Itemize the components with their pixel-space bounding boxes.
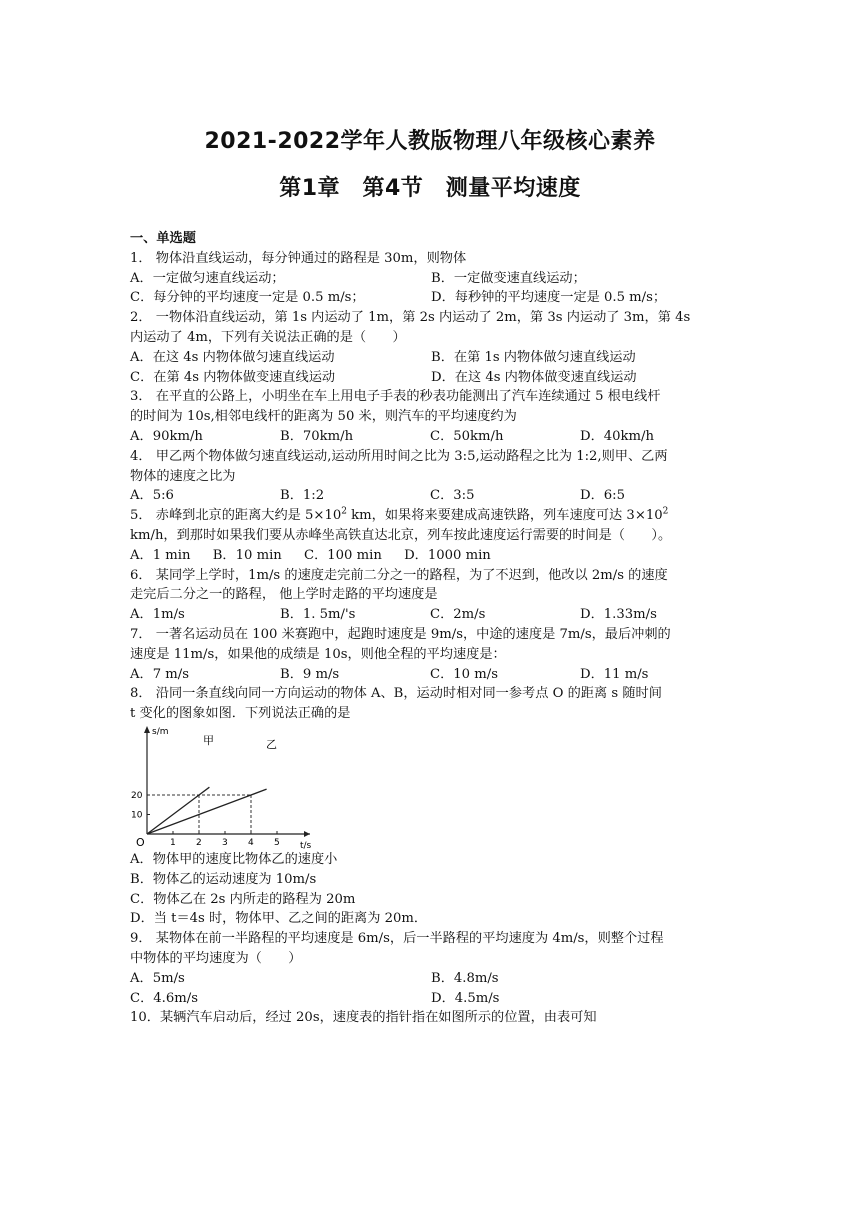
q5-exponent-2: 2 <box>662 506 669 517</box>
series-line-b <box>147 789 267 834</box>
q2-option-d: D．在这 4s 内物体做变速直线运动 <box>431 369 637 385</box>
q9-option-b: B．4.8m/s <box>431 970 499 986</box>
series-line-a <box>147 787 209 834</box>
q4-option-c: C．3:5 <box>430 488 475 504</box>
q3-option-d: D．40km/h <box>580 428 654 444</box>
q5-option-d: D．1000 min <box>404 547 491 563</box>
q7-stem-line2: 速度是 11m/s，如果他的成绩是 10s，则他全程的平均速度是： <box>130 646 506 662</box>
q3-option-b: B．70km/h <box>280 428 354 444</box>
q7-option-b: B．9 m/s <box>280 666 340 682</box>
q1-option-d: D．每秒钟的平均速度一定是 0.5 m/s； <box>431 290 667 306</box>
q10-stem: 10．某辆汽车启动后，经过 20s，速度表的指针指在如图所示的位置，由表可知 <box>130 1010 597 1026</box>
q8-option-a: A．物体甲的速度比物体乙的速度小 <box>130 851 338 867</box>
y-axis-label: s/m <box>152 726 169 737</box>
q8-option-d: D．当 t＝4s 时，物体甲、乙之间的距离为 20m． <box>130 911 428 927</box>
line-b-label: 乙 <box>266 737 277 751</box>
q7-stem-line1: 7． 一著名运动员在 100 米赛跑中，起跑时速度是 9m/s，中途的速度是 7m/s，最后冲刺的 <box>130 626 671 642</box>
origin-label: O <box>136 835 145 849</box>
q4-option-a: A．5:6 <box>130 488 174 504</box>
q8-stem-line2: t 变化的图象如图．下列说法正确的是 <box>130 706 351 722</box>
q5-options <box>130 546 732 566</box>
axis-ticks <box>131 791 280 848</box>
graph-series <box>147 787 267 834</box>
q1-options-row1 <box>130 269 732 289</box>
y-tick-label: 10 <box>131 810 143 821</box>
q5-stem-line2: km/h，到那时如果我们要从赤峰坐高铁直达北京，列车按此速度运行需要的时间是（ ）。 <box>130 527 672 543</box>
q5-stem-part2: km，如果将来要建成高速铁路，列车速度可达 3×10 <box>346 508 663 524</box>
q7-option-d: D．11 m/s <box>580 666 649 682</box>
q9-stem-line2: 中物体的平均速度为（ ） <box>130 950 302 966</box>
q4-stem-line2: 物体的速度之比为 <box>130 468 236 484</box>
q1-stem: 1． 物体沿直线运动，每分钟通过的路程是 30m，则物体 <box>130 250 467 266</box>
y-axis-arrow <box>144 726 150 733</box>
q6-option-b: B．1. 5m/'s <box>280 607 356 623</box>
q5-option-a: A．1 min <box>130 547 191 563</box>
x-tick-label: 2 <box>196 837 202 848</box>
q2-options-row2 <box>130 368 732 388</box>
q2-option-c: C．在第 4s 内物体做变速直线运动 <box>130 369 336 385</box>
x-axis-arrow <box>304 831 310 837</box>
q2-option-a: A．在这 4s 内物体做匀速直线运动 <box>130 349 335 365</box>
doc-subtitle: 第1章 第4节 测量平均速度 <box>279 176 581 201</box>
q1-option-a: A．一定做匀速直线运动； <box>130 270 285 286</box>
q2-stem-line1: 2． 一物体沿直线运动，第 1s 内运动了 1m，第 2s 内运动了 2m，第 3s 内运动了 3m，第 4s <box>130 310 691 326</box>
q5-option-b: B．10 min <box>212 547 282 563</box>
q9-option-d: D．4.5m/s <box>431 990 500 1006</box>
q1-options-row2 <box>130 288 732 308</box>
q3-options <box>130 427 732 447</box>
q3-option-a: A．90km/h <box>130 428 203 444</box>
st-graph-svg <box>130 724 320 850</box>
q4-options <box>130 486 732 506</box>
q6-stem-line1: 6． 某同学上学时，1m/s 的速度走完前二分之一的路程，为了不迟到，他改以 2m/s 的速度 <box>130 567 668 583</box>
q7-options <box>130 665 732 685</box>
x-tick-label: 3 <box>222 837 228 848</box>
q6-option-d: D．1.33m/s <box>580 607 657 623</box>
q9-stem-line1: 9． 某物体在前一半路程的平均速度是 6m/s，后一半路程的平均速度为 4m/s，则整个过程 <box>130 931 664 947</box>
x-tick-label: 1 <box>170 837 176 848</box>
q5-exponent-1: 2 <box>341 506 347 517</box>
q9-option-a: A．5m/s <box>130 970 185 986</box>
q6-option-a: A．1m/s <box>130 607 185 623</box>
q7-option-c: C．10 m/s <box>430 666 498 682</box>
x-tick-label: 4 <box>248 837 254 848</box>
section-heading: 一、单选题 <box>130 231 196 246</box>
q8-option-b: B．物体乙的运动速度为 10m/s <box>130 871 317 887</box>
q8-st-graph <box>130 724 732 850</box>
q9-options-row2 <box>130 989 732 1009</box>
q5-option-c: C．100 min <box>304 547 382 563</box>
line-a-label: 甲 <box>203 733 214 747</box>
q3-stem-line1: 3． 在平直的公路上，小明坐在车上用电子手表的秒表功能测出了汽车连续通过 5 根电线杆 <box>130 389 661 405</box>
q1-option-c: C．每分钟的平均速度一定是 0.5 m/s； <box>130 290 365 306</box>
y-tick-label: 20 <box>131 790 143 801</box>
q2-option-b: B．在第 1s 内物体做匀速直线运动 <box>431 349 636 365</box>
q8-option-c: C．物体乙在 2s 内所走的路程为 20m <box>130 891 356 907</box>
doc-title: 2021-2022学年人教版物理八年级核心素养 <box>204 129 656 154</box>
question-list <box>130 229 732 1028</box>
q4-stem-line1: 4． 甲乙两个物体做匀速直线运动,运动所用时间之比为 3:5,运动路程之比为 1:2,则甲、乙两 <box>130 448 668 464</box>
q9-options-row1 <box>130 969 732 989</box>
q1-option-b: B．一定做变速直线运动； <box>431 270 586 286</box>
q2-stem-line2: 内运动了 4m，下列有关说法正确的是（ ） <box>130 329 406 345</box>
x-axis-label: t/s <box>300 840 312 850</box>
q7-option-a: A．7 m/s <box>130 666 190 682</box>
x-tick-label: 5 <box>274 837 280 848</box>
q5-stem-part1: 5． 赤峰到北京的距离大约是 5×10 <box>130 508 342 524</box>
q8-stem-line1: 8． 沿同一条直线向同一方向运动的物体 A、B，运动时相对同一参考点 O 的距离 s 随时间 <box>130 686 662 702</box>
q3-option-c: C．50km/h <box>430 428 504 444</box>
q4-option-d: D．6:5 <box>580 488 625 504</box>
q3-stem-line2: 的时间为 10s,相邻电线杆的距离为 50 米，则汽车的平均速度约为 <box>130 409 517 425</box>
q4-option-b: B．1:2 <box>280 488 325 504</box>
q6-option-c: C．2m/s <box>430 607 486 623</box>
q6-stem-line2: 走完后二分之一的路程， 他上学时走路的平均速度是 <box>130 587 438 603</box>
q5-stem-line1 <box>130 506 732 526</box>
q9-option-c: C．4.6m/s <box>130 990 198 1006</box>
q6-options <box>130 605 732 625</box>
q2-options-row1 <box>130 348 732 368</box>
